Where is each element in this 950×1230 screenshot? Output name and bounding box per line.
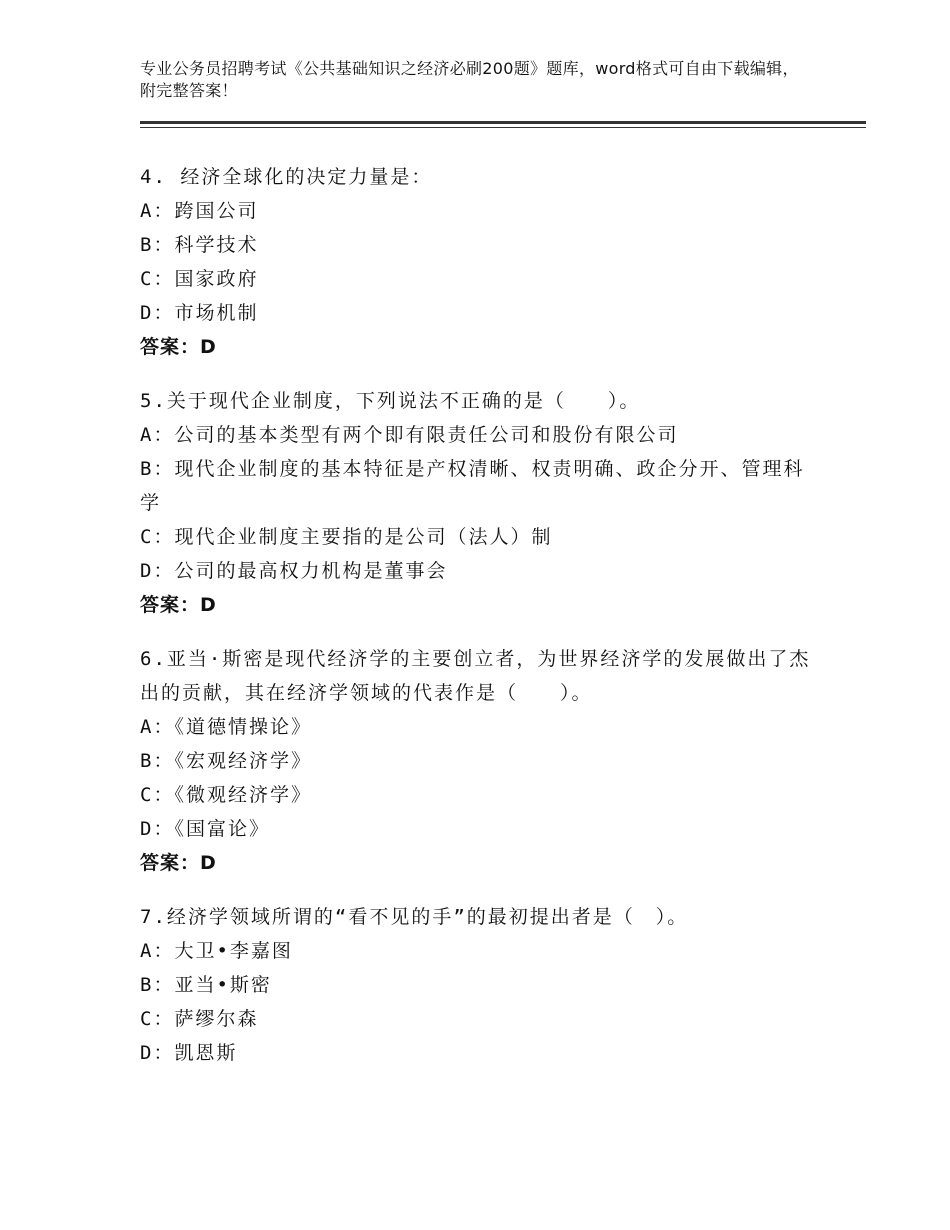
header-title: 专业公务员招聘考试《公共基础知识之经济必刷200题》题库，word格式可自由下载编辑，附完整答案！ xyxy=(140,59,799,100)
document-header xyxy=(140,58,810,102)
option-c: C：现代企业制度主要指的是公司（法人）制 xyxy=(140,526,553,548)
option-a: A：《道德情操论》 xyxy=(140,716,312,738)
answer: 答案：D xyxy=(140,852,217,874)
option-d: D：公司的最高权力机构是董事会 xyxy=(140,560,448,582)
option-c: C：萨缪尔森 xyxy=(140,1008,259,1030)
option-c: C：《微观经济学》 xyxy=(140,784,312,806)
question-4 xyxy=(140,160,820,364)
question-5 xyxy=(140,384,820,622)
option-a: A：跨国公司 xyxy=(140,200,259,222)
question-stem: 7.经济学领域所谓的“看不见的手”的最初提出者是（ ）。 xyxy=(140,906,689,928)
option-a: A：大卫•李嘉图 xyxy=(140,940,293,962)
option-b: B：科学技术 xyxy=(140,234,259,256)
question-list xyxy=(140,160,820,1090)
question-stem: 4. 经济全球化的决定力量是： xyxy=(140,166,433,188)
option-d: D：市场机制 xyxy=(140,302,259,324)
option-b: B：《宏观经济学》 xyxy=(140,750,312,772)
question-7 xyxy=(140,900,820,1070)
question-stem: 6.亚当·斯密是现代经济学的主要创立者，为世界经济学的发展做出了杰出的贡献，其在经济学领域的代表作是（ ）。 xyxy=(140,648,811,704)
option-c: C：国家政府 xyxy=(140,268,259,290)
option-d: D：《国富论》 xyxy=(140,818,270,840)
header-divider-thin xyxy=(140,127,866,128)
header-divider-thick xyxy=(140,121,866,124)
question-stem: 5.关于现代企业制度，下列说法不正确的是（ ）。 xyxy=(140,390,641,412)
question-6 xyxy=(140,642,820,880)
option-b: B：亚当•斯密 xyxy=(140,974,272,996)
answer: 答案：D xyxy=(140,336,217,358)
option-a: A：公司的基本类型有两个即有限责任公司和股份有限公司 xyxy=(140,424,679,446)
option-b: B：现代企业制度的基本特征是产权清晰、权责明确、政企分开、管理科学 xyxy=(140,458,805,514)
option-d: D：凯恩斯 xyxy=(140,1042,238,1064)
answer: 答案：D xyxy=(140,594,217,616)
